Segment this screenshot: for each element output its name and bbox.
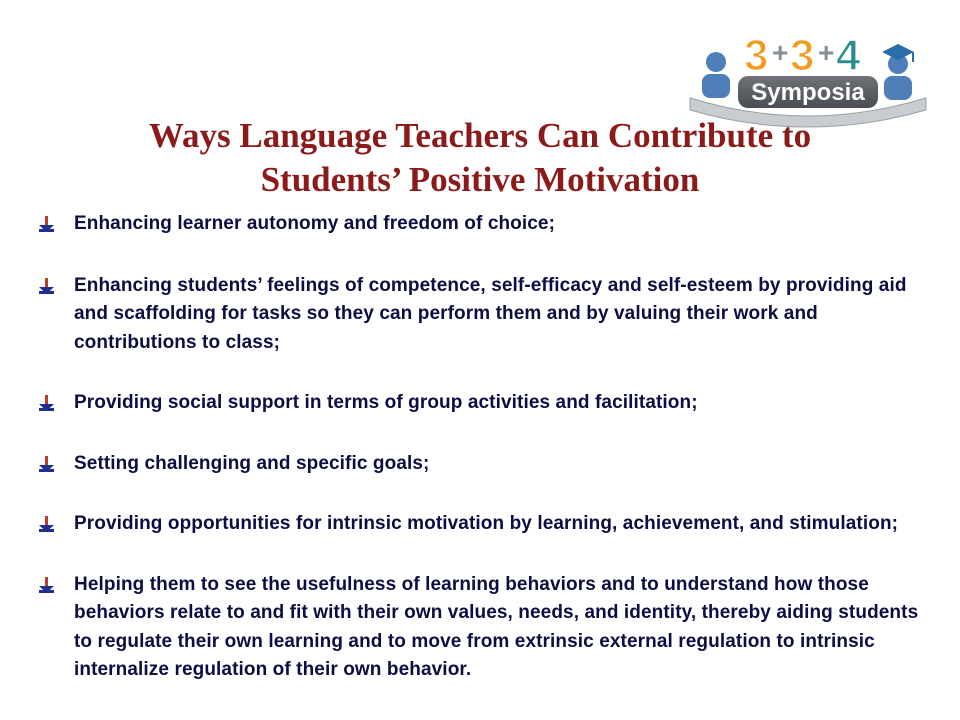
title-line-2: Students’ Positive Motivation xyxy=(260,160,700,199)
person-left-icon xyxy=(702,52,730,98)
bullet-arrow-icon xyxy=(38,395,54,411)
bullet-arrow-icon xyxy=(38,456,54,472)
logo-number-a: 3 xyxy=(744,31,769,80)
bullet-text: Setting challenging and specific goals; xyxy=(74,452,430,474)
slide-title xyxy=(30,114,930,202)
bullet-text: Enhancing learner autonomy and freedom of choice; xyxy=(74,213,556,234)
logo-word: Symposia xyxy=(751,79,865,106)
logo-number-c: 4 xyxy=(836,31,861,80)
bullet-arrow-icon xyxy=(38,577,54,593)
title-line-1: Ways Language Teachers Can Contribute to xyxy=(148,116,812,155)
bullet-item xyxy=(36,272,936,358)
logo-plus-b: + xyxy=(818,37,835,68)
bullet-arrow-icon xyxy=(38,278,54,294)
bullet-item xyxy=(36,510,936,539)
bullet-item xyxy=(36,571,936,685)
bullet-text: Providing social support in terms of group activities and facilitation; xyxy=(74,392,698,413)
bullet-text: Providing opportunities for intrinsic motivation by learning, achievement, and stimulation; xyxy=(74,513,899,534)
bullet-item xyxy=(36,210,936,239)
bullet-item xyxy=(36,450,936,479)
bullet-text: Helping them to see the usefulness of learning behaviors and to understand how those behaviors relate to and fit with their own values, needs, and identity, thereby aiding students to regulate their own learning and to move from extrinsic external regulation to intrinsic internalize regulation of their own behavior. xyxy=(74,573,919,680)
bullet-item xyxy=(36,389,936,418)
logo-number-b: 3 xyxy=(790,31,815,80)
bullet-text: Enhancing students’ feelings of competence, self-efficacy and self-esteem by providing aid and scaffolding for tasks so they can perform them and by valuing their work and contributions to class; xyxy=(74,274,907,353)
bullet-arrow-icon xyxy=(38,216,54,232)
bullet-list xyxy=(36,210,936,685)
bullet-arrow-icon xyxy=(38,516,54,532)
graduate-icon xyxy=(882,44,914,100)
logo-plus-a: + xyxy=(772,37,789,68)
